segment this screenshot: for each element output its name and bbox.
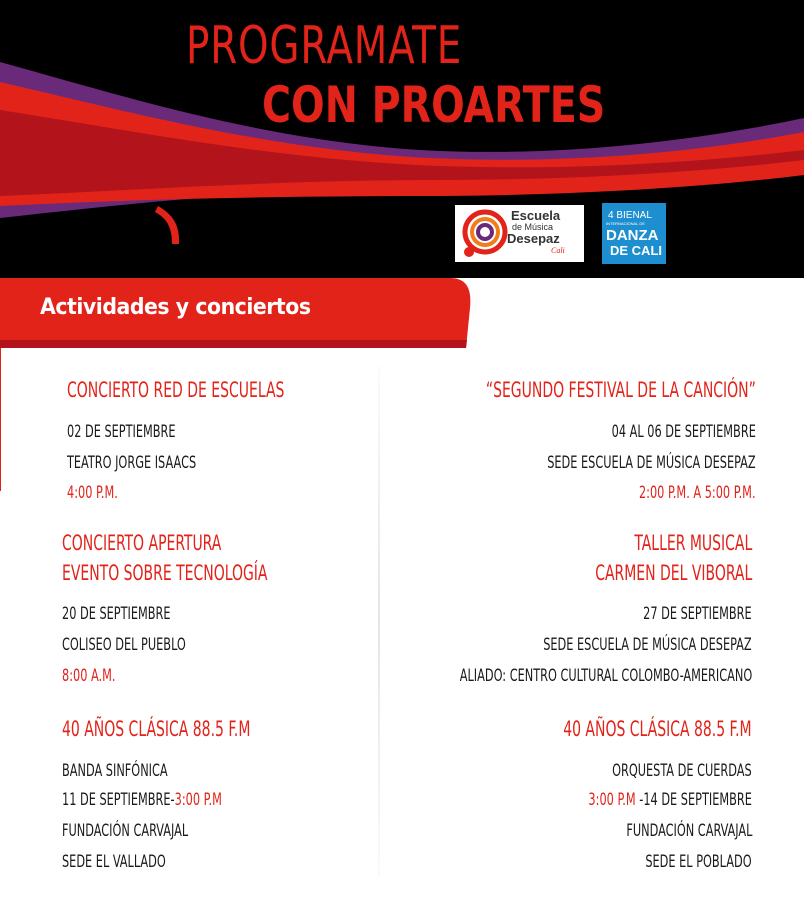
event-left-2-date: 20 DE SEPTIEMBRE [62,604,171,624]
event-left-2-title-line2: EVENTO SOBRE TECNOLOGÍA [62,561,268,585]
event-right-1-place: SEDE ESCUELA DE MÚSICA DESEPAZ [547,453,756,473]
desepaz-logo-line3: Desepaz [507,231,560,246]
event-right-1-date: 04 AL 06 DE SEPTIEMBRE [611,422,756,442]
event-right-3-place: FUNDACIÓN CARVAJAL [625,821,752,841]
event-left-3-place: FUNDACIÓN CARVAJAL [62,821,189,841]
header-title-line1: PROGRAMATE [186,16,463,76]
bienal-logo-line3: DANZA [606,227,659,244]
bienal-logo-line1: 4 BIENAL [608,210,652,221]
desepaz-logo [455,205,584,262]
bienal-logo-line2: INTERNACIONAL DE [606,221,645,226]
event-left-3-line1: BANDA SINFÓNICA [62,761,168,781]
event-left-2-time: 8:00 A.M. [62,666,116,686]
event-left-3-datetime [62,792,222,809]
event-right-1-time: 2:00 P.M. A 5:00 P.M. [639,483,756,503]
event-left-2-place: COLISEO DEL PUEBLO [62,635,186,655]
section-title: Actividades y conciertos [40,295,311,320]
event-left-1-place: TEATRO JORGE ISAACS [67,453,197,473]
spiral-icon [457,208,509,260]
desepaz-logo-line1: Escuela [511,208,561,223]
bienal-logo-line4: DE CALI [610,243,662,258]
event-right-3-line1: ORQUESTA DE CUERDAS [612,761,752,781]
event-right-3-time: 3:00 P.M [588,790,636,810]
event-right-3-date: -14 DE SEPTIEMBRE [635,790,752,810]
event-right-2-title-line2: CARMEN DEL VIBORAL [594,561,752,585]
event-right-3-sede: SEDE EL POBLADO [645,852,752,872]
event-left-3-title: 40 AÑOS CLÁSICA 88.5 F.M [62,717,251,741]
event-right-2-date: 27 DE SEPTIEMBRE [643,604,752,624]
column-divider [378,366,380,876]
header-banner [0,0,804,278]
event-left-2-title-line1: CONCIERTO APERTURA [62,531,222,555]
event-left-3-sede: SEDE EL VALLADO [62,852,166,872]
desepaz-logo-line2: de Música [512,222,554,232]
event-right-1-title: “SEGUNDO FESTIVAL DE LA CANCIÓN” [486,378,756,402]
event-left-1-date: 02 DE SEPTIEMBRE [67,422,176,442]
event-left-1-time: 4:00 P.M. [67,483,118,503]
event-right-3-datetime [589,792,752,809]
left-edge-line [0,348,1,491]
event-right-2-place: SEDE ESCUELA DE MÚSICA DESEPAZ [543,635,752,655]
bienal-logo [602,203,666,264]
event-right-2-title-line1: TALLER MUSICAL [634,531,752,555]
event-left-3-time: 3:00 P.M [174,790,222,810]
desepaz-logo-line4: Cali [551,246,565,255]
header-title-line2: CON PROARTES [262,76,606,134]
event-right-2-ally: ALIADO: CENTRO CULTURAL COLOMBO-AMERICANO [459,666,752,686]
event-left-1-title: CONCIERTO RED DE ESCUELAS [67,378,285,402]
event-left-3-date: 11 DE SEPTIEMBRE- [62,790,175,810]
event-right-3-title: 40 AÑOS CLÁSICA 88.5 F.M [563,717,752,741]
